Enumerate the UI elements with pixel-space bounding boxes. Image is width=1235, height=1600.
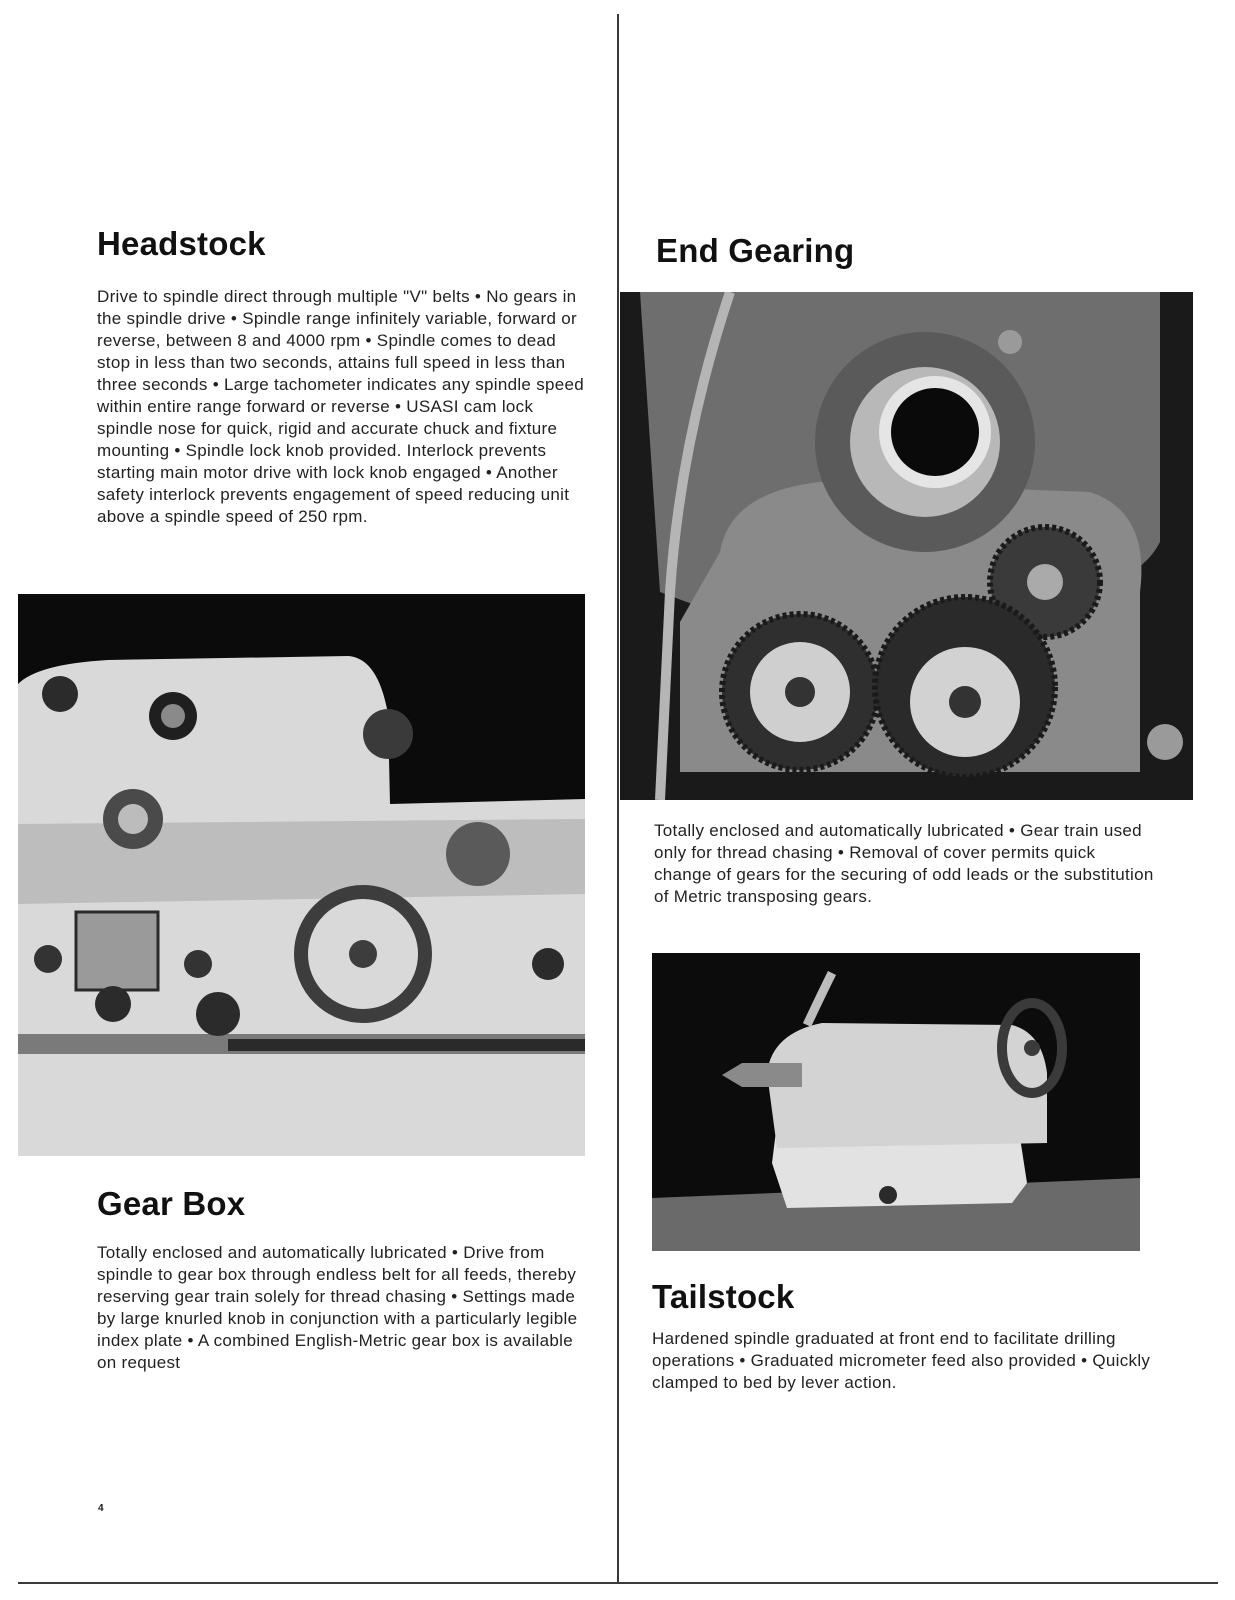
end-gearing-photo xyxy=(620,292,1193,800)
column-divider xyxy=(617,14,619,1584)
end-gearing-description: Totally enclosed and automatically lubricated • Gear train used only for thread chasing • Removal of cover permits quick change of gears for the securing of odd leads or the substitution of Metric transposing gears. xyxy=(654,821,1154,906)
page-bottom-rule xyxy=(18,1582,1218,1584)
end-gearing-heading: End Gearing xyxy=(656,232,855,269)
headstock-heading: Headstock xyxy=(97,225,266,262)
tailstock-heading: Tailstock xyxy=(652,1278,795,1315)
headstock-description: Drive to spindle direct through multiple "V" belts • No gears in the spindle drive • Spindle range infinitely variable, forward or reverse, between 8 and 4000 rpm • Spindle comes to dead stop in less than two seconds, attains full speed in less than three seconds • Large tachometer indicates any spindle speed within entire range forward or reverse • USASI cam lock spindle nose for quick, rigid and accurate chuck and fixture mounting • Spindle lock knob provided. Interlock prevents starting main motor drive with lock knob engaged • Another safety interlock prevents engagement of speed reducing unit above a spindle speed of 250 rpm. xyxy=(97,287,585,526)
tailstock-photo xyxy=(652,953,1140,1251)
page-number: 4 xyxy=(98,1503,104,1514)
tailstock-description: Hardened spindle graduated at front end to facilitate drilling operations • Graduated micrometer feed also provided • Quickly clamped to bed by lever action. xyxy=(652,1329,1151,1392)
gear-box-heading: Gear Box xyxy=(97,1185,246,1222)
gear-box-photo xyxy=(18,594,585,1156)
gear-box-description: Totally enclosed and automatically lubricated • Drive from spindle to gear box through endless belt for all feeds, thereby reserving gear train solely for thread chasing • Settings made by large knurled knob in conjunction with a particularly legible index plate • A combined English-Metric gear box is available on request xyxy=(97,1243,578,1372)
